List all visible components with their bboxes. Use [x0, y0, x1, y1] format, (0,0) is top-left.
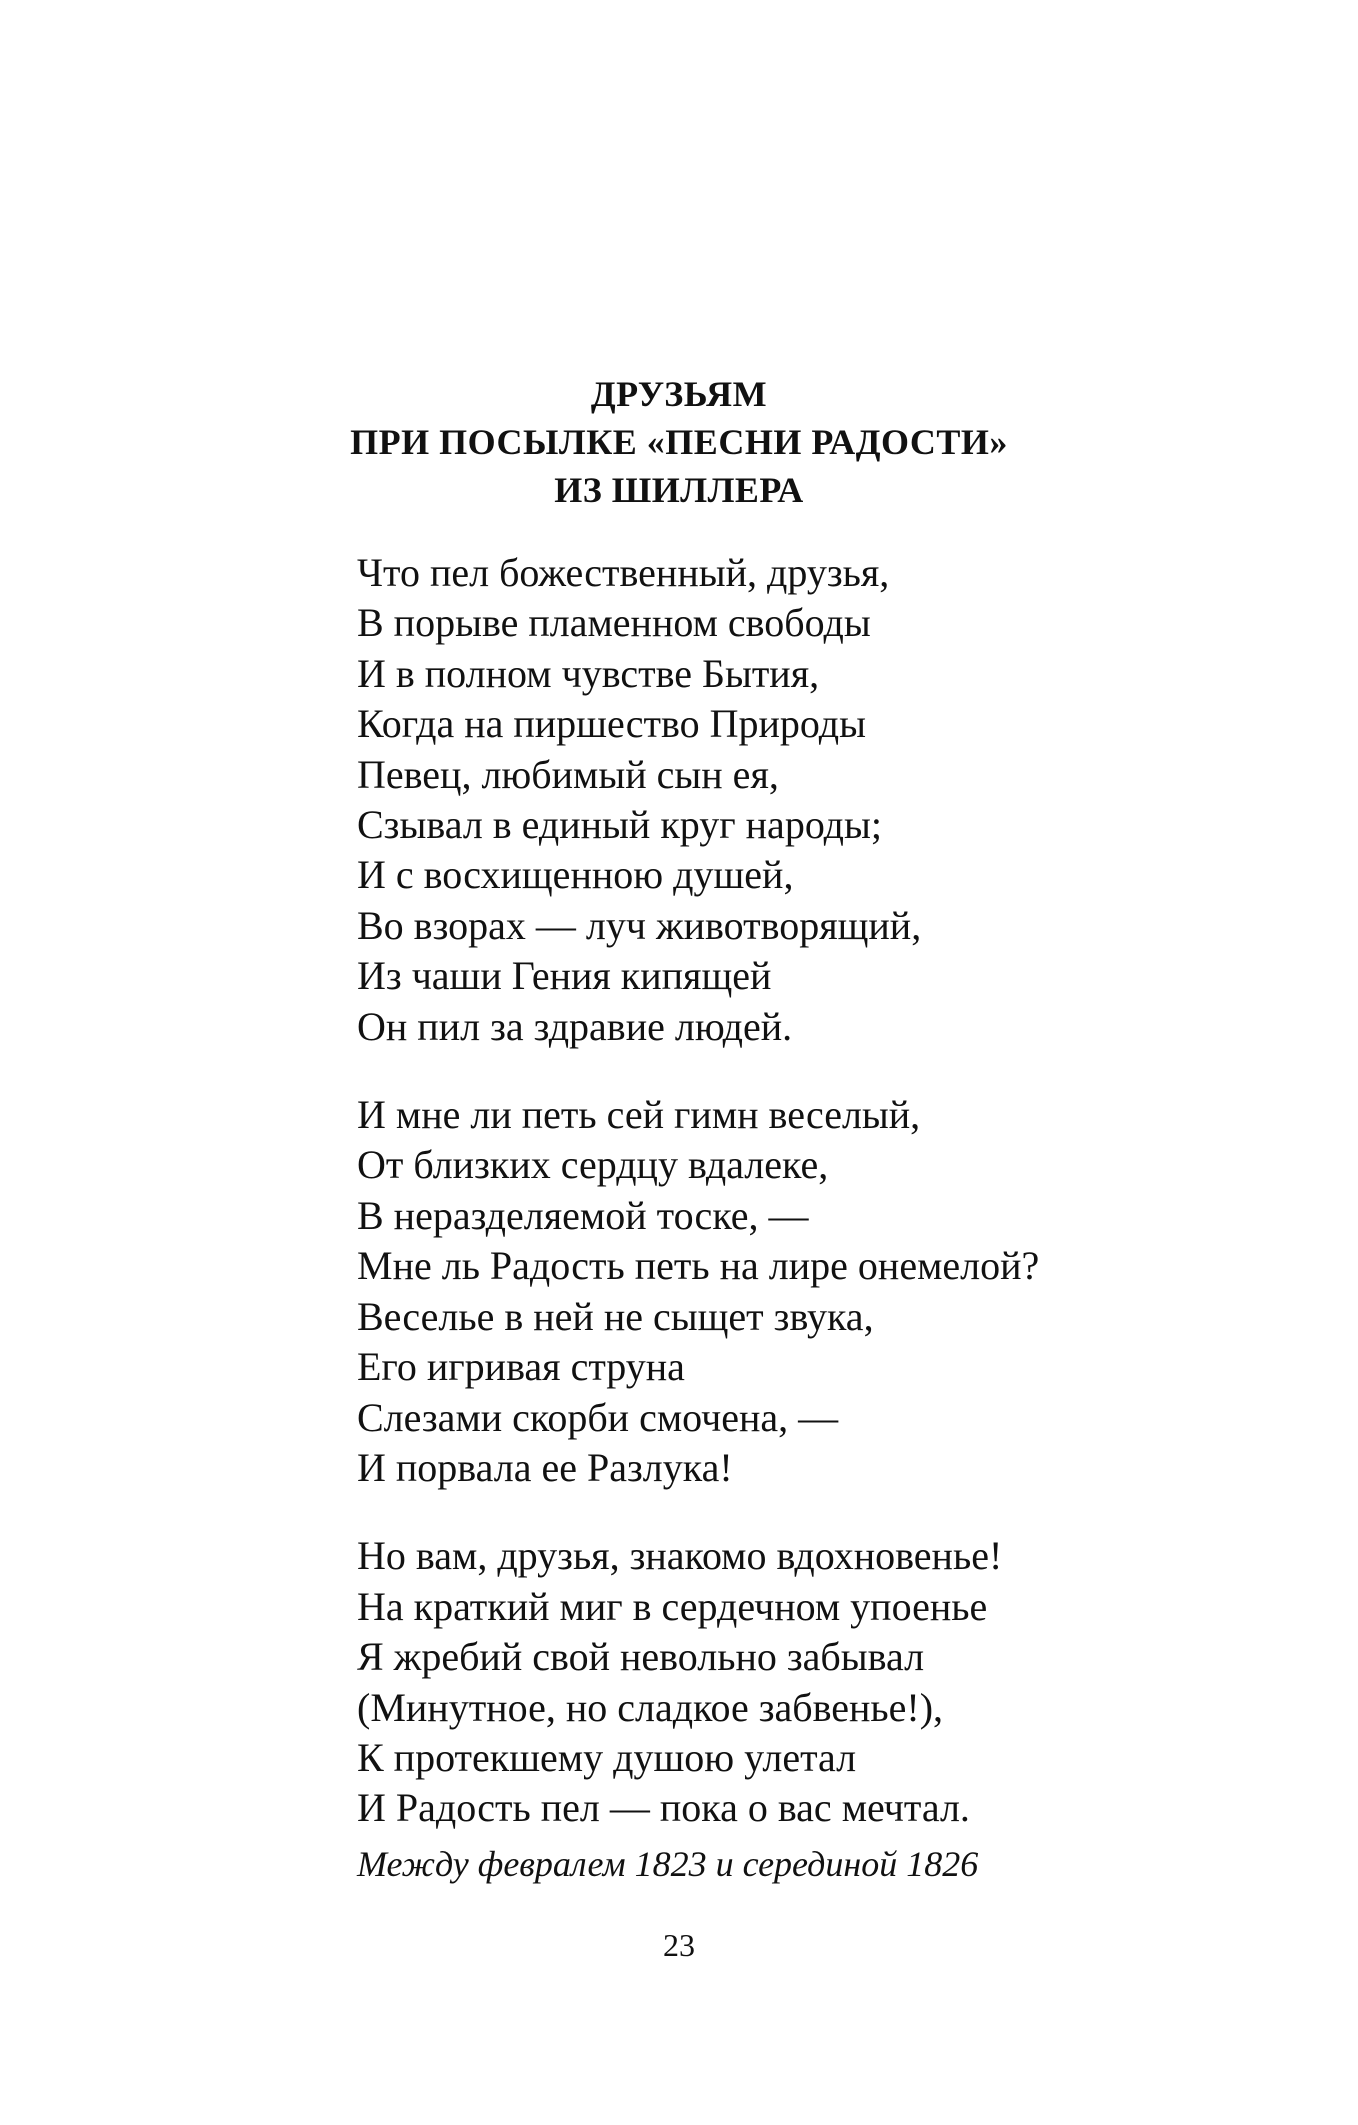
verse-line: Сзывал в единый круг народы;	[357, 802, 882, 848]
verse-line: Мне ль Радость петь на лире онемелой?	[357, 1243, 1040, 1289]
stanza-1	[357, 548, 1317, 1052]
verse-line: К протекшему душою улетал	[357, 1734, 857, 1780]
verse-line: Во взорах — луч животворящий,	[357, 902, 922, 948]
date-note: Между февралем 1823 и серединой 1826	[357, 1844, 979, 1884]
title-line-3: ИЗ ШИЛЛЕРА	[554, 470, 804, 510]
poem-body	[357, 548, 1317, 1872]
stanza-2	[357, 1090, 1317, 1493]
verse-line: Он пил за здравие людей.	[357, 1003, 793, 1049]
verse-line: Певец, любимый сын ея,	[357, 751, 779, 797]
verse-line: Слезами скорби смочена, —	[357, 1394, 839, 1440]
verse-line: Но вам, друзья, знакомо вдохновенье!	[357, 1533, 1003, 1579]
verse-line: Когда на пиршество Природы	[357, 701, 866, 747]
verse-line: В неразделяемой тоске, —	[357, 1192, 809, 1238]
verse-line: Веселье в ней не сыщет звука,	[357, 1293, 874, 1339]
verse-line: Его игривая струна	[357, 1344, 685, 1390]
verse-line: От близких сердцу вдалеке,	[357, 1142, 829, 1188]
verse-line: Что пел божественный, друзья,	[357, 550, 890, 595]
verse-line: Я жребий свой невольно забывал	[357, 1634, 925, 1680]
verse-line: В порыве пламенном свободы	[357, 600, 871, 646]
title-line-2: ПРИ ПОСЫЛКЕ «ПЕСНИ РАДОСТИ»	[350, 422, 1008, 462]
verse-line: И в полном чувстве Бытия,	[357, 650, 820, 696]
verse-line: Из чаши Гения кипящей	[357, 953, 772, 999]
title-line-1: ДРУЗЬЯМ	[590, 374, 768, 414]
verse-line: На краткий миг в сердечном упоенье	[357, 1583, 988, 1629]
verse-line: И Радость пел — пока о вас мечтал.	[357, 1785, 970, 1831]
poem-title	[0, 370, 1358, 514]
stanza-3	[357, 1531, 1317, 1833]
verse-line: И порвала ее Разлука!	[357, 1444, 733, 1490]
page-number: 23	[663, 1927, 695, 1963]
verse-line: И мне ли петь сей гимн веселый,	[357, 1092, 921, 1138]
verse-line: И с восхищенною душей,	[357, 852, 794, 898]
verse-line: (Минутное, но сладкое забвенье!),	[357, 1684, 944, 1730]
